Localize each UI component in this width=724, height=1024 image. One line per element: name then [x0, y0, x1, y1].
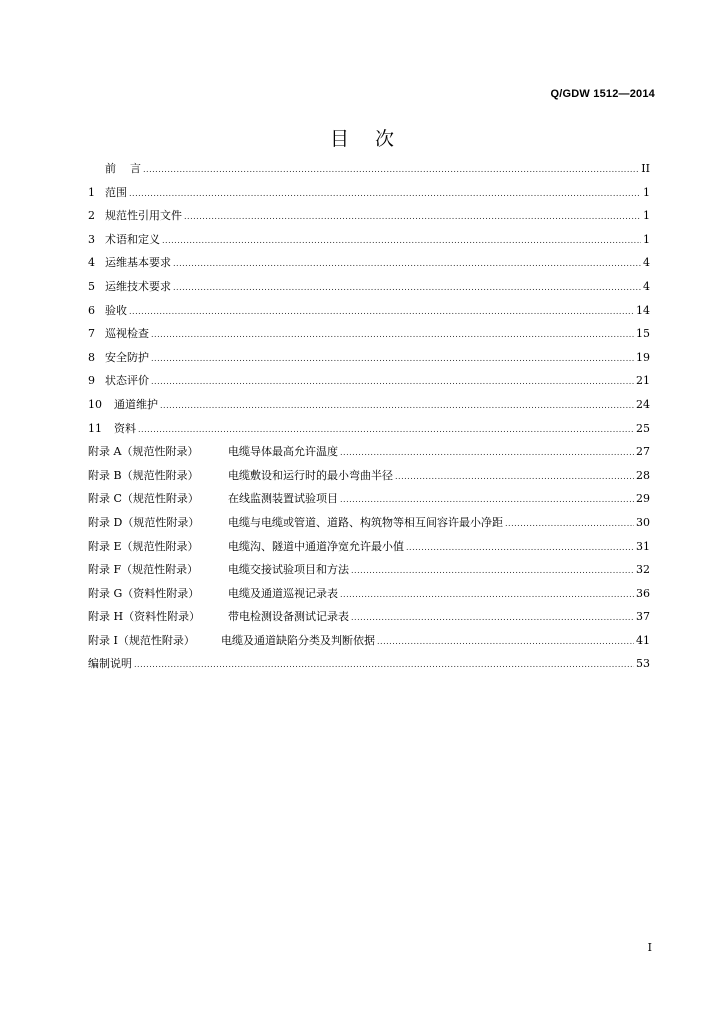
- toc-entry-page: 15: [636, 327, 650, 341]
- toc-entry-page: 25: [636, 421, 650, 435]
- toc-entry[interactable]: [88, 582, 650, 606]
- toc-entry-label: 电缆交接试验项目和方法: [228, 563, 349, 577]
- toc-entry-label: 验收: [105, 303, 127, 317]
- toc-leader-dots: [505, 512, 634, 536]
- toc-entry-number: 附录 D（规范性附录）: [88, 515, 200, 529]
- toc-entry-page: 21: [636, 374, 650, 388]
- toc-entry-page: 24: [636, 397, 650, 411]
- toc-entry-page: 41: [636, 633, 650, 647]
- toc-leader-dots: [340, 488, 634, 512]
- toc-entry[interactable]: [88, 322, 650, 346]
- toc-entry-label: 巡视检查: [105, 327, 149, 341]
- toc-leader-dots: [377, 630, 634, 654]
- toc-leader-dots: [134, 653, 634, 677]
- toc-entry-page: 30: [636, 515, 650, 529]
- toc-leader-dots: [173, 276, 641, 300]
- toc-entry-number: 附录 H（资料性附录）: [88, 610, 201, 624]
- toc-entry[interactable]: [88, 299, 650, 323]
- toc-entry-label: 资料: [114, 421, 136, 435]
- toc-entry-page: 14: [636, 303, 650, 317]
- toc-entry-number: 6: [88, 303, 95, 317]
- toc-entry[interactable]: [88, 558, 650, 582]
- toc-entry-number: 附录 I（规范性附录）: [88, 633, 195, 647]
- toc-leader-dots: [151, 323, 634, 347]
- toc-entry-label: 在线监测装置试验项目: [228, 492, 338, 506]
- table-of-contents: [88, 157, 650, 676]
- toc-entry-label: 规范性引用文件: [105, 209, 182, 223]
- toc-entry-number: 7: [88, 327, 95, 341]
- toc-entry[interactable]: [88, 417, 650, 441]
- toc-entry-page: 1: [643, 232, 650, 246]
- toc-entry[interactable]: [88, 511, 650, 535]
- toc-entry-label: 电缆沟、隧道中通道净宽允许最小值: [228, 539, 404, 553]
- toc-entry-number: 附录 A（规范性附录）: [88, 445, 199, 459]
- toc-entry-page: 4: [643, 279, 650, 293]
- toc-entry[interactable]: [88, 275, 650, 299]
- toc-leader-dots: [129, 300, 634, 324]
- toc-entry[interactable]: [88, 440, 650, 464]
- toc-leader-dots: [143, 158, 639, 182]
- toc-entry-number: 1: [88, 185, 95, 199]
- toc-leader-dots: [129, 182, 641, 206]
- toc-entry[interactable]: [88, 605, 650, 629]
- toc-entry-number: 附录 C（规范性附录）: [88, 492, 199, 506]
- toc-entry-page: 31: [636, 539, 650, 553]
- toc-leader-dots: [151, 370, 634, 394]
- toc-entry-page: 32: [636, 563, 650, 577]
- toc-entry-label: 范围: [105, 185, 127, 199]
- toc-entry-number: 8: [88, 350, 95, 364]
- toc-entry-number: 附录 F（规范性附录）: [88, 563, 199, 577]
- toc-entry-label: 通道维护: [114, 397, 158, 411]
- toc-entry-number: 5: [88, 279, 95, 293]
- toc-entry-page: 28: [636, 468, 650, 482]
- toc-entry[interactable]: [88, 251, 650, 275]
- toc-entry-label: 电缆及通道缺陷分类及判断依据: [221, 633, 375, 647]
- toc-entry-number: 10: [88, 397, 102, 411]
- toc-entry-page: II: [641, 162, 650, 175]
- toc-entry-page: 4: [643, 256, 650, 270]
- toc-entry-label: 术语和定义: [105, 232, 160, 246]
- toc-entry[interactable]: [88, 369, 650, 393]
- toc-entry[interactable]: [88, 464, 650, 488]
- toc-leader-dots: [340, 441, 634, 465]
- toc-entry-number: 11: [88, 421, 102, 435]
- toc-leader-dots: [395, 465, 634, 489]
- toc-entry-number: 3: [88, 232, 95, 246]
- toc-entry-label: 运维技术要求: [105, 279, 171, 293]
- toc-entry[interactable]: [88, 487, 650, 511]
- toc-entry-label: 电缆及通道巡视记录表: [228, 586, 338, 600]
- toc-leader-dots: [151, 347, 634, 371]
- toc-entry-label: 电缆与电缆或管道、道路、构筑物等相互间容许最小净距: [228, 515, 503, 529]
- toc-entry-label: 带电检测设备测试记录表: [228, 610, 349, 624]
- toc-leader-dots: [340, 583, 634, 607]
- toc-entry-label: 运维基本要求: [105, 256, 171, 270]
- toc-entry-page: 37: [636, 610, 650, 624]
- toc-leader-dots: [351, 559, 634, 583]
- toc-entry-page: 1: [643, 185, 650, 199]
- toc-leader-dots: [138, 418, 634, 442]
- toc-leader-dots: [162, 229, 641, 253]
- toc-leader-dots: [160, 394, 634, 418]
- toc-entry-label: 状态评价: [105, 374, 149, 388]
- toc-leader-dots: [406, 536, 634, 560]
- toc-entry-label: 电缆导体最高允许温度: [228, 445, 338, 459]
- toc-entry[interactable]: [88, 652, 650, 676]
- toc-entry-number: 附录 E（规范性附录）: [88, 539, 199, 553]
- standard-code: Q/GDW 1512—2014: [550, 88, 655, 100]
- toc-entry[interactable]: [88, 393, 650, 417]
- toc-entry-number: 附录 B（规范性附录）: [88, 468, 199, 482]
- toc-entry-number: 4: [88, 256, 95, 270]
- toc-entry-page: 19: [636, 350, 650, 364]
- toc-entry-number: 9: [88, 374, 95, 388]
- toc-entry[interactable]: [88, 181, 650, 205]
- toc-entry[interactable]: [88, 629, 650, 653]
- toc-entry-number: 附录 G（资料性附录）: [88, 586, 200, 600]
- toc-entry[interactable]: [88, 228, 650, 252]
- toc-entry[interactable]: [88, 346, 650, 370]
- toc-entry-page: 53: [636, 657, 650, 671]
- toc-entry[interactable]: [88, 204, 650, 228]
- toc-leader-dots: [184, 205, 641, 229]
- toc-leader-dots: [351, 606, 634, 630]
- toc-entry-page: 27: [636, 445, 650, 459]
- toc-entry-page: 29: [636, 492, 650, 506]
- page-number: I: [647, 941, 652, 954]
- toc-leader-dots: [173, 252, 641, 276]
- page-title: 目次: [329, 128, 420, 150]
- toc-entry[interactable]: [88, 157, 650, 181]
- toc-entry-label: 编制说明: [88, 657, 132, 671]
- toc-entry-page: 1: [643, 209, 650, 223]
- toc-entry-number: 2: [88, 209, 95, 223]
- toc-entry-page: 36: [636, 586, 650, 600]
- toc-entry-label: 电缆敷设和运行时的最小弯曲半径: [228, 468, 393, 482]
- toc-entry-label: 前 言: [105, 162, 141, 175]
- toc-entry[interactable]: [88, 535, 650, 559]
- toc-entry-label: 安全防护: [105, 350, 149, 364]
